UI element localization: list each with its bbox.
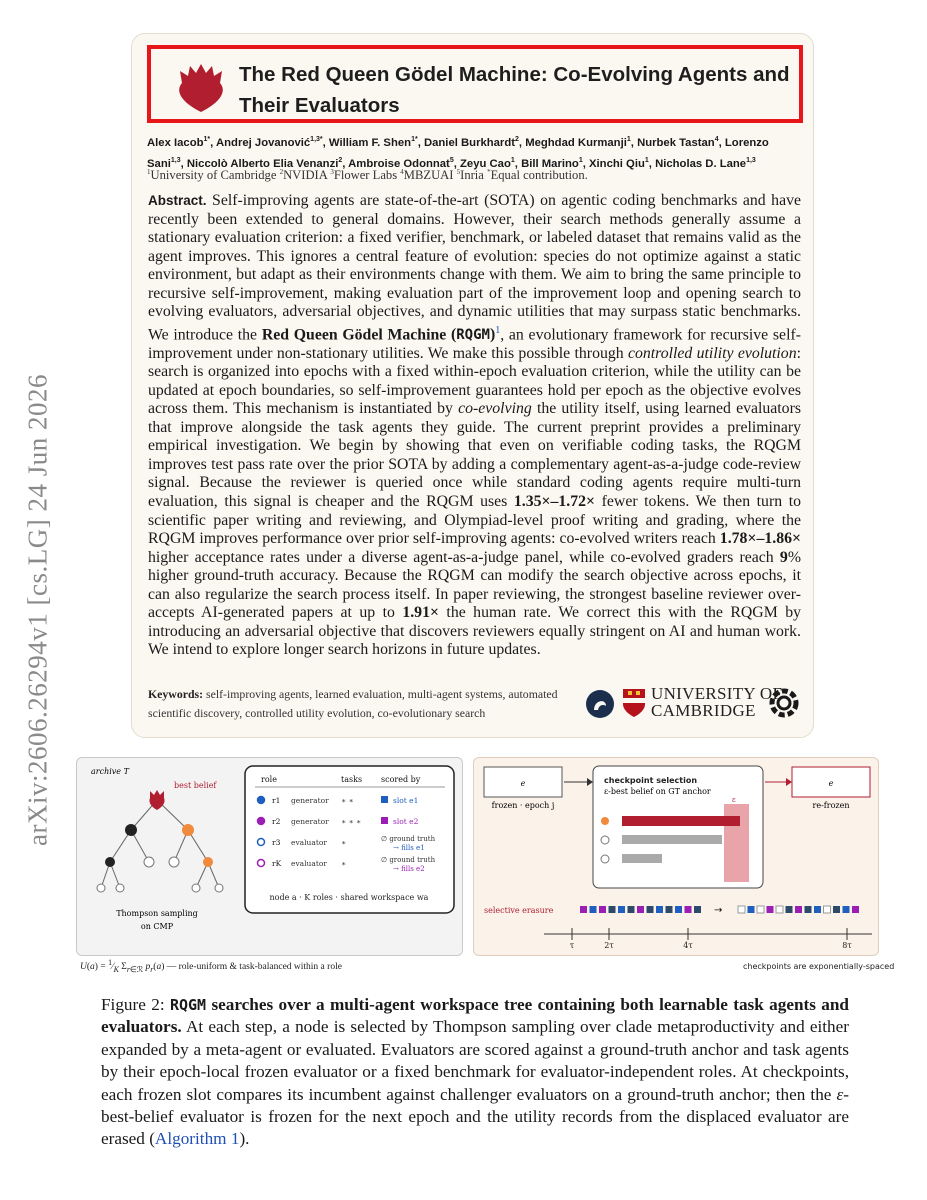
abstract-text: higher acceptance rates under a diverse agent-as-a-judge panel, while co-evolved graders reach [148,548,780,566]
scored-by: slot e1 [393,796,419,805]
role-id: r3 [272,838,281,847]
refrozen-label: re-frozen [812,801,850,810]
record-square [618,906,625,913]
record-square [767,906,774,913]
abstract-text: : search is organized into epochs with a fixed within-epoch evaluation criterion, while the utility can be updated at epoch boundaries, so self-improvement guarantees hold per epoch as the objective evolves across them. This mechanism is instantiated by [148,344,801,418]
abstract-text: Self-improving agents are state-of-the-art (SOTA) on agentic coding benchmarks and have recently been extended to general domains. However, their search methods generally assume a stationary evaluation criterion: a fixed verifier, benchmark, or labeled dataset that remains valid as the agent improves. This ignores a central feature of evolution: species do not optimize against a static environment, but adapt as their environments change with them. We aim to bring the same principle to recursive self-improvement, making evaluation part of the improvement loop and opening search to evolving evaluators, adversarial objectives, and dynamic utilities that may surpass static benchmarks. We introduce the [148,192,801,344]
tick-label: 8τ [842,941,852,950]
author-list: Alex Iacob$^{1*}$, Andrej Jovanović$^{1,3*}$, William F. Shen$^{1*}$, Daniel Burkhardt$^2$, Meghdad Kurmanji$^1$, Nurbek Tastan$^4$, Lorenzo Sani$^{1,3}$, Niccolò Alberto Elia Venanzi$^2$, Ambroise Odonnat$^5$, Zeyu Cao$^1$, Bill Marino$^1$, Xinchi Qiu$^1$, Nicholas D. Lane$^{1,3}$ [147,136,769,170]
checkpoint-diagram [474,758,878,955]
record-square [786,906,793,913]
record-square [776,906,783,913]
tick-label: τ [569,941,575,950]
checkpoint-title: checkpoint selection [604,776,698,785]
record-square [824,906,831,913]
method-name: Red Queen Gödel Machine [261,326,447,344]
record-square [814,906,821,913]
abstract-stat: 1.91× [402,604,439,622]
abstract-emphasis: co-evolving [458,400,532,418]
figure-left-panel [76,757,463,956]
record-square [805,906,812,913]
record-square [757,906,764,913]
abstract-text: % higher ground-truth accuracy. Because the RQGM can modify the search objective across epochs, it can also regularize the search process itself. In paper reviewing, the strongest baseline reviewer over-accepts AI-generated papers at up to [148,548,801,622]
abstract-heading: Abstract. [148,193,207,208]
role-tasks: ∗ ∗ ∗ [341,817,362,826]
record-square [748,906,755,913]
cambridge-wordmark: UNIVERSITY OF CAMBRIDGE [651,684,783,720]
paper-title: The Red Queen Gödel Machine: Co-Evolving Agents and Their Evaluators [239,63,790,117]
scored-by: ∅ ground truth [381,856,436,864]
tick-label: 2τ [604,941,614,950]
role-dot [258,839,265,846]
author-name: Xinchi Qiu$^1$ [589,156,649,170]
flower-labs-logo-icon [584,688,616,720]
author-name: Ambroise Odonnat$^5$ [348,156,454,170]
author-name: Daniel Burkhardt$^2$ [423,136,519,149]
author-name: Meghdad Kurmanji$^1$ [525,136,631,149]
author-name: Bill Marino$^1$ [521,156,583,170]
footnote-marker[interactable]: 1 [495,324,501,336]
figure-caption: Figure 2: RQGM searches over a multi-agent workspace tree containing both learnable task agents and evaluators. At each step, a node is selected by Thompson sampling over clade metaproductivity and either expanded by a meta-agent or evaluated. Evaluators are scored against a ground-truth anchor and task agents by their epoch-local frozen evaluator or a fixed benchmark for evaluator-independent roles. At checkpoints, each frozen slot compares its incumbent against challenger evaluators on a ground-truth anchor; then the ε-best-belief evaluator is frozen for the next epoch and the utility records from the displaced evaluator are erased (Algorithm 1). [101,995,849,1149]
record-square [795,906,802,913]
cambridge-shield-icon [622,688,646,718]
paper-card [131,33,814,738]
record-square [843,906,850,913]
abstract-emphasis: controlled utility evolution [627,344,797,362]
author-name: Andrej Jovanović$^{1,3*}$ [216,136,323,149]
record-square [637,906,644,913]
abstract-text: the human rate. We correct this with the RQGM by introducing an adversarial objective that discovers reviewers equally stringent on AI and human work. We intend to explore longer search horizons in future updates. [148,604,801,659]
red-queen-crown-icon [171,58,231,114]
record-square [675,906,682,913]
role-dot [258,818,265,825]
role-type: generator [291,796,329,805]
abstract-text: fewer tokens. We then turn to scientific paper writing and reviewing, and Olympiad-level proof writing and grading, where the RQGM improves performance over prior self-improving agents: co-evolved writers reach [148,493,801,548]
abstract-stat: 1.35×–1.72× [513,493,596,511]
author-name: Alex Iacob$^{1*}$ [147,136,211,149]
affiliation: $^5$Inria [456,168,484,183]
author-name: Zeyu Cao$^1$ [460,156,515,170]
node-note: node a · K roles · shared workspace wa [269,893,429,902]
table-header: role [261,775,277,784]
arrow: → [714,905,723,916]
abstract-stat: 9 [779,548,788,566]
scored-by: ∅ ground truth [381,835,436,843]
record-square [694,906,701,913]
record-square [590,906,597,913]
checkpoint-subtitle: ε-best belief on GT anchor [604,787,711,796]
record-square [666,906,673,913]
best-belief-crown-icon [149,790,164,810]
best-belief-label: best belief [174,781,217,790]
role-type: generator [291,817,329,826]
arxiv-id: arXiv:2606.26294v1 [cs.LG] 24 Jun 2026 [22,374,53,846]
svg-text:ε: ε [732,796,736,804]
sampling-label: Thompson sampling [116,909,198,918]
svg-text:on CMP: on CMP [140,922,174,931]
checkpoints-note: checkpoints are exponentially-spaced [743,962,895,971]
record-square [738,906,745,913]
role-dot [258,797,265,804]
role-type: evaluator [291,859,327,868]
affiliation: $^2$NVIDIA [279,168,328,183]
role-type: evaluator [291,838,327,847]
abstract-text: , an evolutionary framework for recursive self-improvement under non-stationary utilities. We make this possible through [148,326,801,362]
caption-label: Figure 2: [101,995,170,1014]
record-square [656,906,663,913]
keywords-label: Keywords: [148,687,204,701]
affiliation: $^1$University of Cambridge [147,168,277,183]
role-id: r1 [272,796,281,805]
author-name: Nicholas D. Lane$^{1,3}$ [655,156,756,170]
algorithm-link[interactable]: Algorithm 1 [154,1129,240,1149]
record-square [580,906,587,913]
role-id: rK [272,859,282,868]
workspace-tree-diagram [77,758,462,955]
record-square [647,906,654,913]
role-tasks: ∗ ∗ [341,796,354,805]
record-square [852,906,859,913]
abstract-text: the utility itself, using learned evaluators that improve alongside the task agents they guide. The current preprint provides a preliminary empirical investigation. We begin by showing that even on verifiable coding tasks, the RQGM improves test pass rate over the prior SOTA by adding a complementary agent-as-a-judge code-review signal. Because the reviewer is queried once while standard coding agents require multi-turn evaluation, this signal is cheaper and the RQGM uses [148,400,801,511]
method-acronym: RQGM [456,327,490,344]
archive-label: archive T [91,767,129,776]
slot-marker [381,817,388,824]
table-header: scored by [381,775,421,784]
keywords-text: self-improving agents, learned evaluation, multi-agent systems, automated scientific discovery, controlled utility evolution, co-evolutionary search [148,687,558,720]
fills-slot: → fills e2 [393,865,425,873]
affiliation: $^3$Flower Labs [330,168,398,183]
arxiv-sideband [8,330,68,890]
role-dot [258,860,265,867]
author-name: Nurbek Tastan$^4$ [637,136,719,149]
role-tasks: ∗ [341,859,347,868]
svg-text:e: e [828,779,834,788]
frozen-epoch-label: frozen · epoch j [491,801,555,810]
affiliation: $^4$MBZUAI [400,168,454,183]
record-square [685,906,692,913]
tick-label: 4τ [683,941,693,950]
abstract-stat: 1.78×–1.86× [719,530,801,548]
fills-slot: → fills e1 [393,844,425,852]
author-name: William F. Shen$^{1*}$ [328,136,418,149]
scored-by: slot e2 [393,817,419,826]
title-highlight-box [147,45,803,123]
figure-right-panel [473,757,879,956]
slot-marker [381,796,388,803]
author-name: Lorenzo Sani$^{1,3}$ [147,136,769,170]
record-square [599,906,606,913]
record-square [609,906,616,913]
affiliations [147,168,802,183]
author-name: Niccolò Alberto Elia Venanzi$^2$ [186,156,343,170]
abstract: Abstract. Self-improving agents are state-of-the-art (SOTA) on agentic coding benchmarks and have recently been extended to general domains. However, their search methods generally assume a stationary evaluation criterion: a fixed verifier, benchmark, or labeled dataset that remains valid as the agent improves. This ignores a central feature of evolution: species do not optimize against a static environment, but adapt as their environments change with them. We aim to bring the same principle to recursive self-improvement, making evaluation part of the improvement loop and opening search to evolving evaluators, adversarial objectives, and dynamic utilities that may surpass static benchmarks. We introduce the Red Queen Gödel Machine (RQGM)$^1$, an evolutionary framework for recursive self-improvement under non-stationary utilities. We make this possible through controlled utility evolution: search is organized into epochs with a fixed within-epoch evaluation criterion, while the utility can be updated at epoch boundaries, so self-improvement guarantees hold per epoch as the objective evolves across them. This mechanism is instantiated by co-evolving the utility itself, using learned evaluators that improve alongside the task agents they guide. The current preprint provides a preliminary empirical investigation. We begin by showing that even on verifiable coding tasks, the RQGM improves test pass rate over the prior SOTA by adding a complementary agent-as-a-judge code-review signal. Because the reviewer is queried once while standard coding agents require multi-turn evaluation, this signal is cheaper and the RQGM uses 1.35×–1.72× fewer tokens. We then turn to scientific paper writing and reviewing, and Olympiad-level proof writing and grading, where the RQGM improves performance over prior self-improving agents: co-evolved writers reach 1.78×–1.86× higher acceptance rates under a diverse agent-as-a-judge panel, while co-evolved graders reach 9% higher ground-truth accuracy. Because the RQGM can modify the search objective across epochs, it can also regularize the search process itself. In paper reviewing, the strongest baseline reviewer over-accepts AI-generated papers at up to 1.91× the human rate. We correct this with the RQGM by introducing an adversarial objective that discovers reviewers equally stringent on AI and human work. We intend to explore longer search horizons in future updates. [148,192,801,659]
role-id: r2 [272,817,281,826]
keywords [148,685,568,723]
record-square [628,906,635,913]
svg-text:e: e [520,779,526,788]
record-square [833,906,840,913]
gear-logo-icon [766,685,802,721]
role-tasks: ∗ [341,838,347,847]
table-header: tasks [341,775,363,784]
selective-erasure-label: selective erasure [484,906,554,915]
affiliation: *Equal contribution. [487,168,588,183]
utility-formula: $U(a) = ^1⁄_K$ $\Sigma_{r\in ℛ}$ $p_r(a)$ — role-uniform & task-balanced within a role [80,958,342,975]
